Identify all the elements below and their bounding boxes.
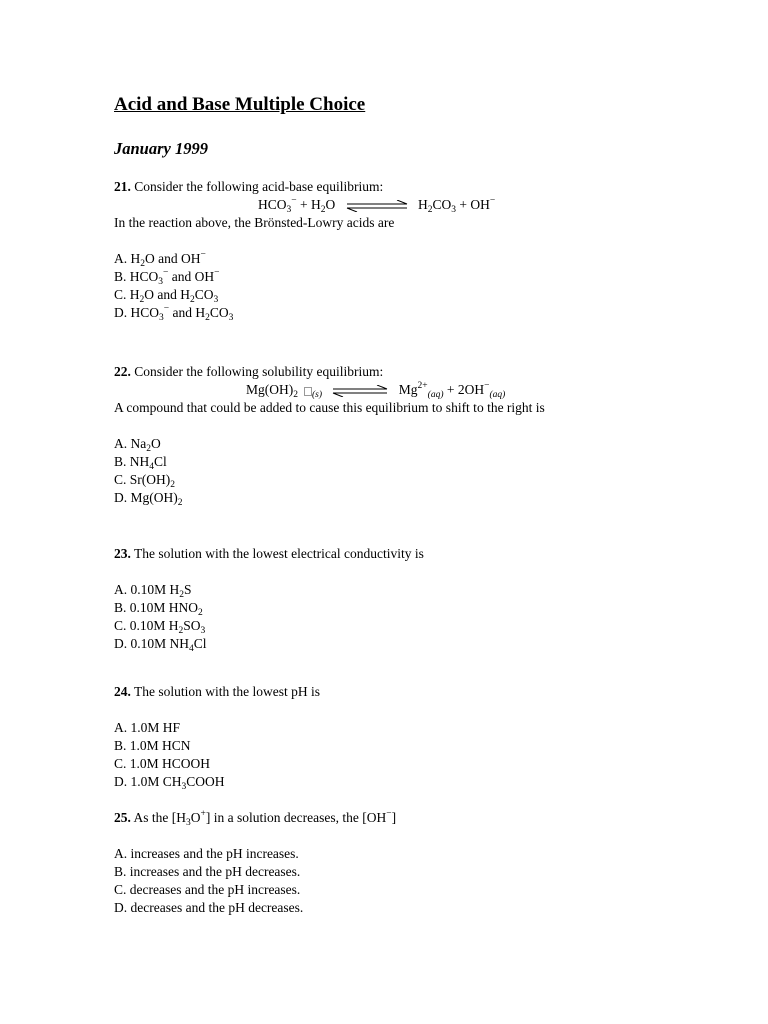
missing-glyph-box-icon: [304, 387, 312, 396]
question-24-option-b: B. 1.0M HCN: [114, 738, 191, 753]
page-title: Acid and Base Multiple Choice: [114, 94, 366, 115]
question-23-prompt: 23. The solution with the lowest electrical conductivity is: [114, 546, 424, 561]
question-21-option-d: D. $HCO_3^-$ and $H_2CO_3$: [114, 304, 234, 323]
question-21-equation: $HCO_3^- + H_2O$ $H_2CO_3 + OH^-$: [258, 196, 496, 215]
question-23-option-c: C. 0.10M $H_2SO_3$: [114, 618, 206, 636]
question-25: [114, 809, 714, 917]
question-23-option-b: B. 0.10M $HNO_2$: [114, 600, 203, 618]
question-23-option-d: D. 0.10M $NH_4Cl$: [114, 636, 207, 654]
question-22: [114, 363, 714, 507]
question-22-option-a: A. $Na_2O$: [114, 436, 161, 454]
question-25-option-a: A. increases and the pH increases.: [114, 846, 299, 861]
question-24-option-d: D. 1.0M $CH_3COOH$: [114, 774, 225, 792]
question-23: [114, 545, 714, 653]
question-25-option-d: D. decreases and the pH decreases.: [114, 900, 304, 915]
question-21-follow: In the reaction above, the Brönsted-Lowry acids are: [114, 215, 395, 230]
question-24: [114, 683, 714, 791]
equilibrium-arrow-icon: [345, 200, 409, 212]
question-22-option-b: B. $NH_4Cl$: [114, 454, 167, 472]
page-subtitle: January 1999: [114, 139, 208, 158]
document-page: [114, 92, 714, 160]
question-21-option-c: C. $H_2O$ and $H_2CO_3$: [114, 287, 219, 305]
question-23-option-a: A. 0.10M $H_2S$: [114, 582, 192, 600]
question-25-prompt: 25. As the $[H_3O^+]$ in a solution decreases, the [OH−]: [114, 809, 397, 828]
question-22-equation: $Mg(OH)_2$ $_{(s)}$ $Mg^{2+}_{(aq)} + 2OH^-_{(aq)}$: [246, 381, 506, 400]
question-21-option-b: B. $HCO_3^-$ and OH−: [114, 268, 220, 287]
question-25-option-c: C. decreases and the pH increases.: [114, 882, 301, 897]
question-21-prompt: 21. Consider the following acid-base equilibrium:: [114, 179, 384, 194]
question-24-option-a: A. 1.0M HF: [114, 720, 181, 735]
question-22-option-d: D. $Mg(OH)_2$: [114, 490, 183, 508]
question-22-prompt: 22. Consider the following solubility equilibrium:: [114, 364, 384, 379]
question-25-option-b: B. increases and the pH decreases.: [114, 864, 301, 879]
question-22-follow: A compound that could be added to cause this equilibrium to shift to the right is: [114, 400, 545, 415]
question-24-option-c: C. 1.0M HCOOH: [114, 756, 211, 771]
question-21-option-a: A. $H_2O$ and OH−: [114, 250, 206, 269]
question-22-option-c: C. $Sr(OH)_2$: [114, 472, 175, 490]
question-24-prompt: 24. The solution with the lowest pH is: [114, 684, 321, 699]
equilibrium-arrow-icon: [331, 385, 389, 397]
question-21: [114, 178, 714, 322]
